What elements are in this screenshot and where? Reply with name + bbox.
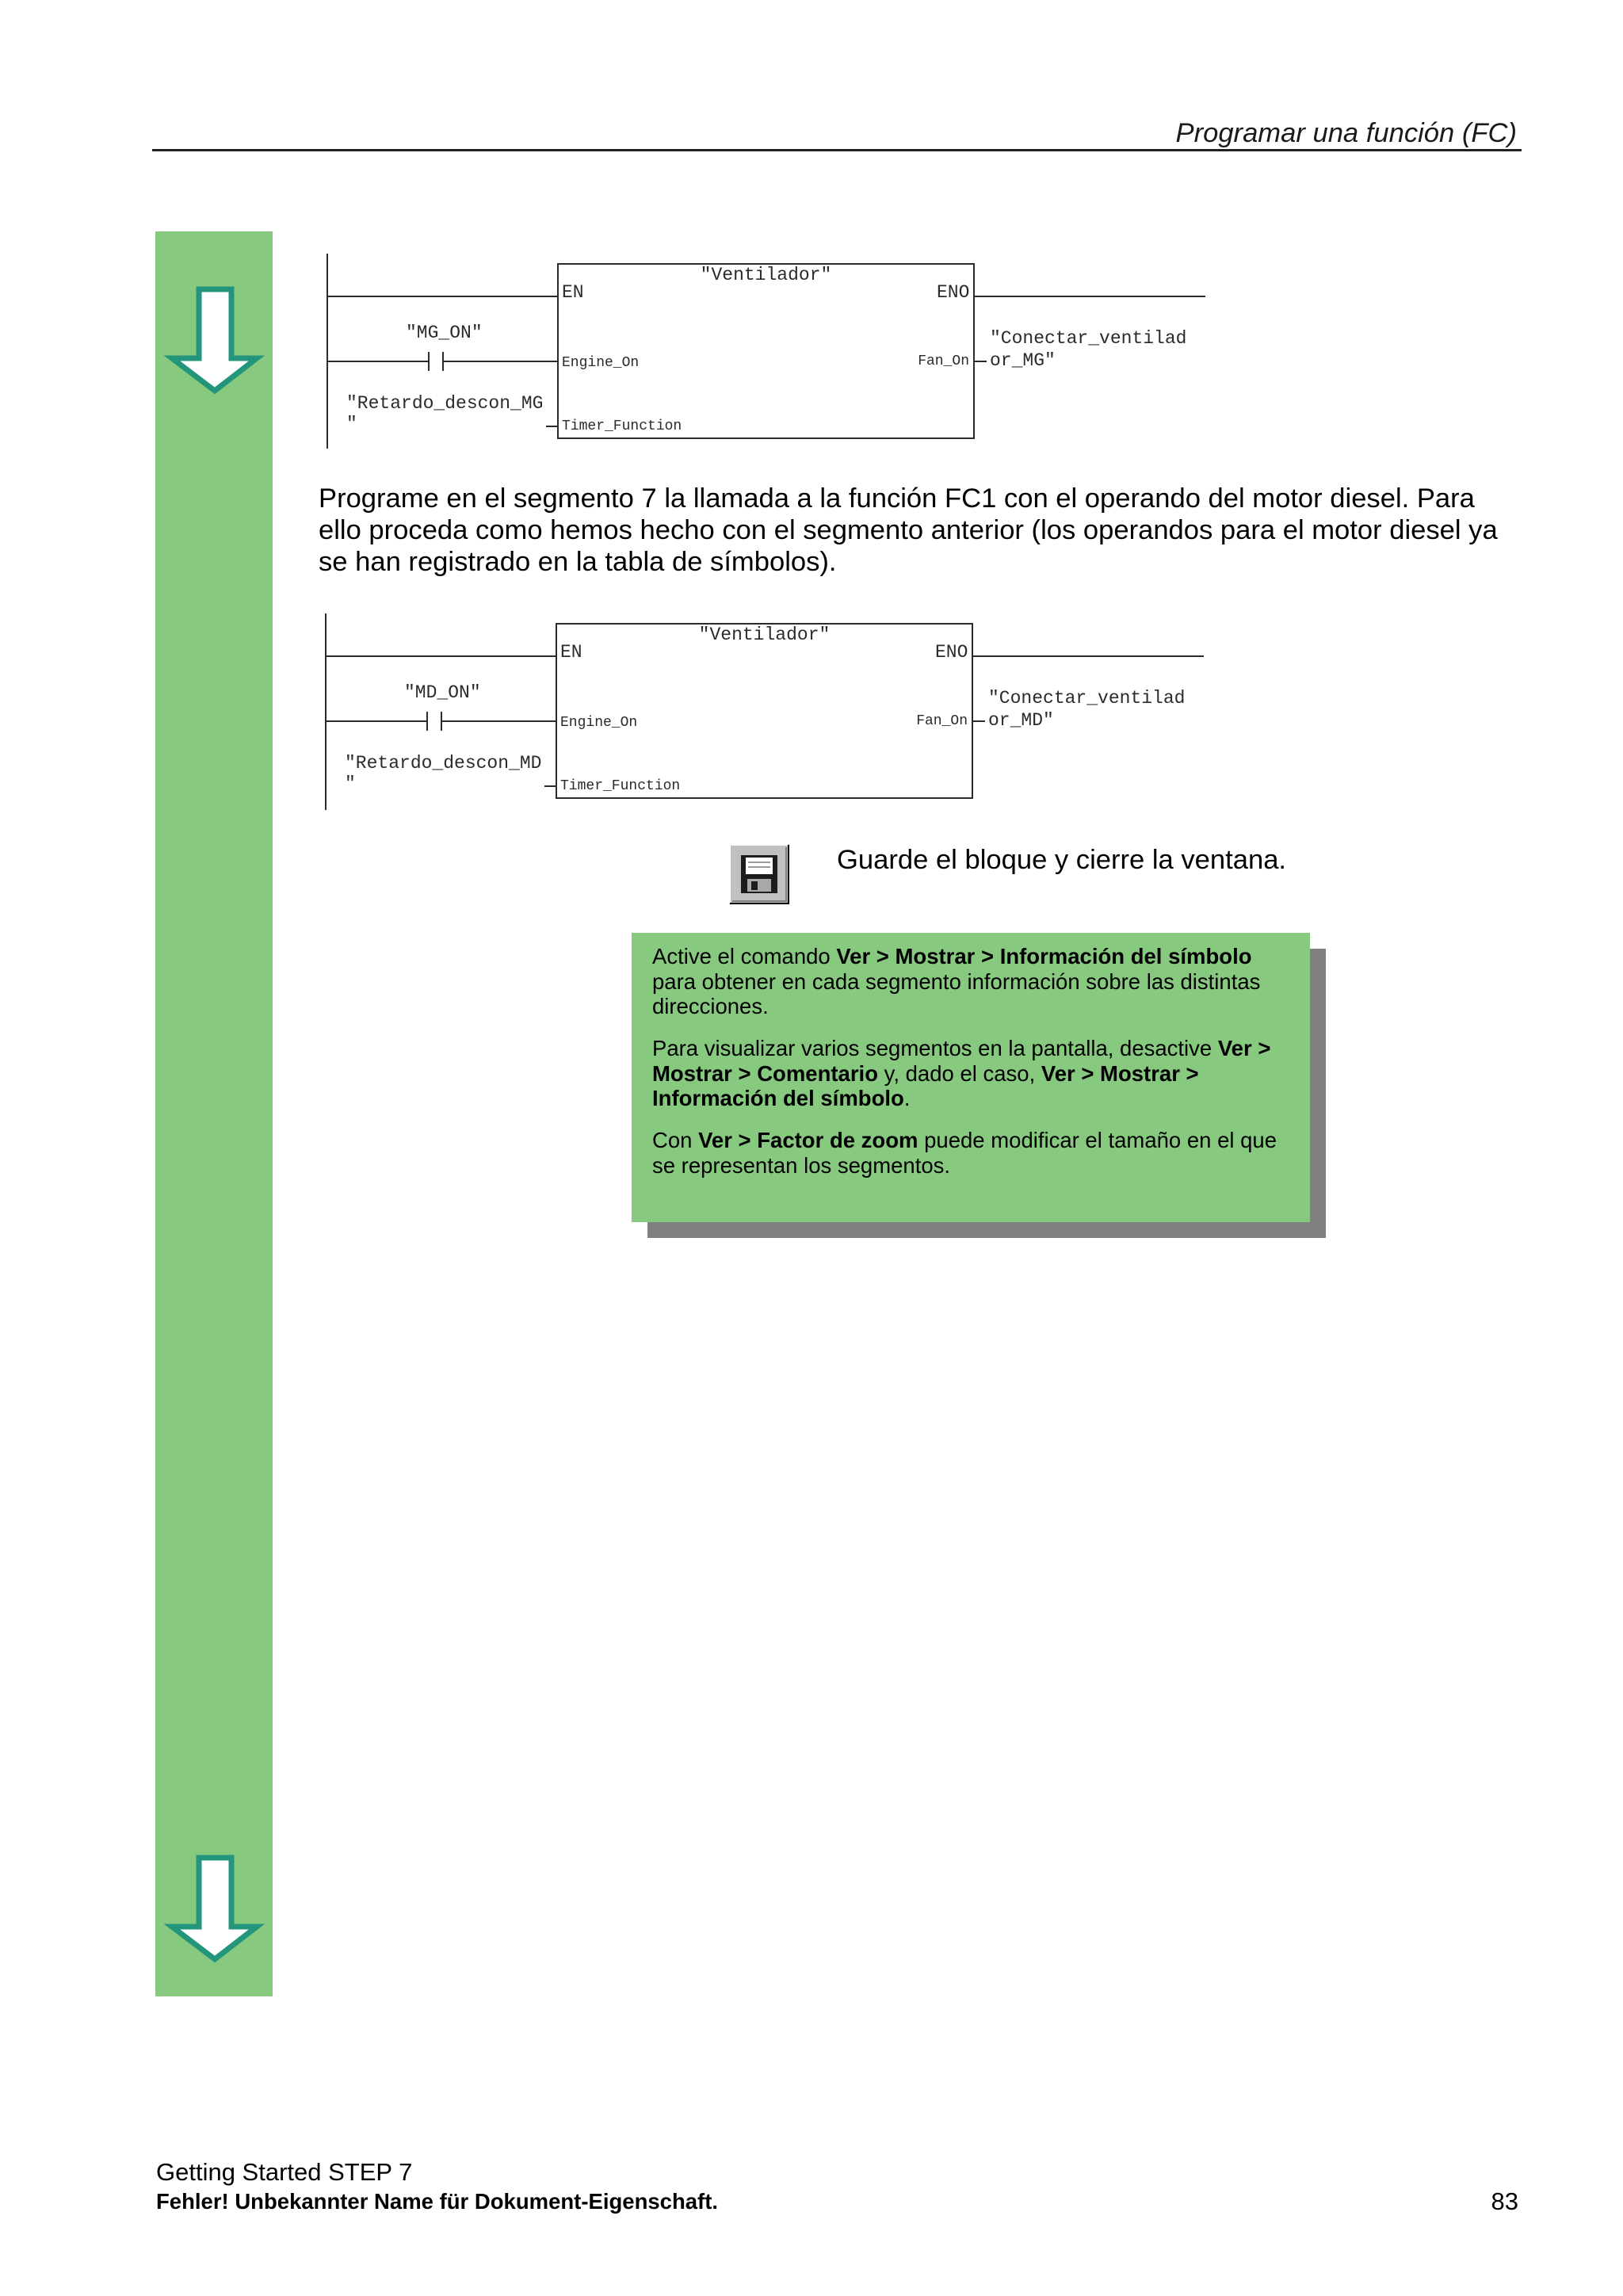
- ladder-segment-mg: [317, 250, 1220, 453]
- contact-operand: "MD_ON": [404, 682, 481, 703]
- engine-on-pin-label: Engine_On: [562, 355, 640, 371]
- footer-document-title: Getting Started STEP 7: [156, 2158, 413, 2186]
- note-text: puede modificar el tamaño en el que se representan los segmentos.: [652, 1127, 1277, 1178]
- output-operand-line-2: or_MG": [990, 350, 1056, 371]
- function-block-box: [556, 624, 972, 798]
- note-paragraph-3: [652, 1128, 1290, 1178]
- en-pin-label: EN: [562, 282, 584, 303]
- eno-pin-label: ENO: [935, 642, 968, 663]
- timer-function-pin-label: Timer_Function: [560, 778, 681, 794]
- save-step-text: Guarde el bloque y cierre la ventana.: [837, 845, 1287, 875]
- instruction-paragraph: Programe en el segmento 7 la llamada a la función FC1 con el operando del motor diesel. Para ello proceda como hemos hecho con el segmento anterior (los operandos para el motor diesel ya se han registrado en la tabla de símbolos).: [319, 483, 1498, 577]
- function-block-box: [558, 264, 974, 438]
- header-rule: [152, 149, 1522, 151]
- top-down-arrow-icon: [172, 289, 257, 391]
- eno-pin-label: ENO: [937, 282, 970, 303]
- timer-operand-line-2: ": [346, 414, 357, 434]
- note-paragraph-1: [652, 944, 1290, 1019]
- note-command: Ver > Mostrar > Comentario: [652, 1035, 1271, 1086]
- note-text: para obtener en cada segmento información sobre las distintas direcciones.: [652, 968, 1261, 1019]
- timer-operand-line-2: ": [345, 774, 356, 794]
- note-text: Para visualizar varios segmentos en la pantalla, desactive: [652, 1035, 1218, 1060]
- timer-operand-line-1: "Retardo_descon_MG: [346, 393, 544, 414]
- floppy-disk-save-icon: [729, 844, 789, 904]
- ladder-segment-md: [315, 610, 1219, 813]
- function-block-name: "Ventilador": [698, 625, 831, 645]
- engine-on-pin-label: Engine_On: [560, 715, 638, 731]
- sidebar-arrows: [155, 231, 273, 1996]
- timer-function-pin-label: Timer_Function: [562, 418, 682, 434]
- note-command: Ver > Mostrar > Información del símbolo: [836, 944, 1252, 968]
- note-text: .: [903, 1086, 911, 1111]
- contact-operand: "MG_ON": [406, 323, 483, 343]
- step-sidebar: [155, 231, 273, 1996]
- output-operand-line-2: or_MD": [988, 710, 1054, 731]
- output-operand-line-1: "Conectar_ventilad: [988, 688, 1186, 709]
- timer-operand-line-1: "Retardo_descon_MD: [345, 753, 542, 774]
- output-operand-line-1: "Conectar_ventilad: [990, 328, 1187, 349]
- page-number: 83: [1491, 2187, 1518, 2215]
- footer-document-property: Fehler! Unbekannter Name für Dokument-Eigenschaft.: [156, 2189, 719, 2214]
- tip-note: [632, 933, 1310, 1222]
- note-command: Ver > Factor de zoom: [698, 1127, 918, 1152]
- fan-on-pin-label: Fan_On: [918, 353, 969, 369]
- en-pin-label: EN: [560, 642, 582, 663]
- note-text: Con: [652, 1127, 699, 1152]
- note-text: y, dado el caso,: [878, 1060, 1041, 1086]
- note-paragraph-2: [652, 1036, 1290, 1111]
- fan-on-pin-label: Fan_On: [916, 713, 968, 729]
- section-title: Programar una función (FC): [1175, 118, 1517, 148]
- bottom-down-arrow-icon: [172, 1858, 257, 1959]
- note-text: Active el comando: [652, 944, 837, 968]
- function-block-name: "Ventilador": [700, 265, 832, 285]
- note-command: Ver > Mostrar > Información del símbolo: [652, 1060, 1199, 1111]
